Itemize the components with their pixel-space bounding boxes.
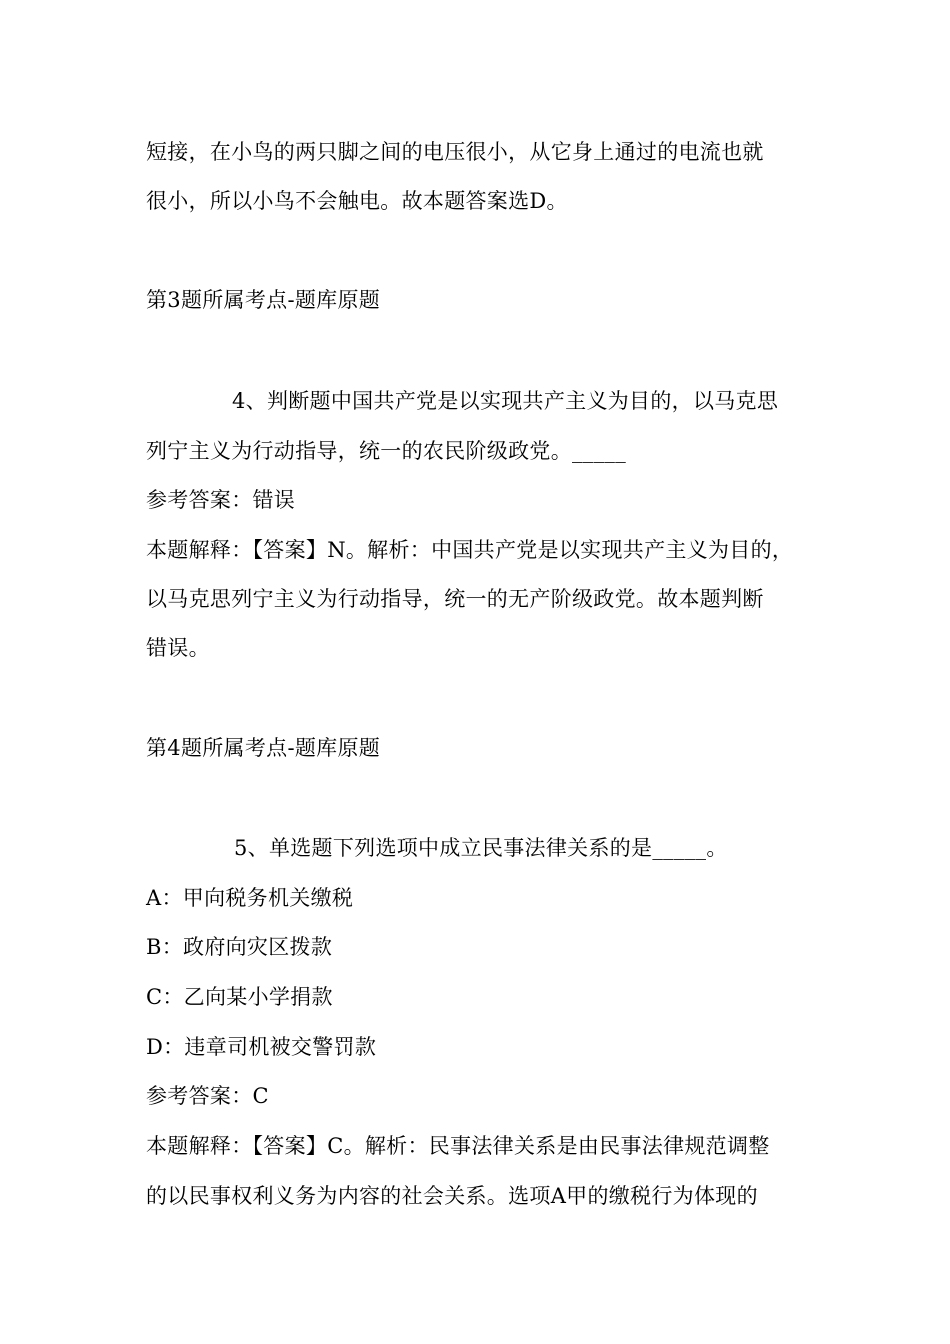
q3-topic-label: 第3题所属考点-题库原题: [146, 288, 381, 312]
q4-explanation-line-3: 错误。: [146, 636, 210, 660]
q4-question-line-1: 4、判断题中国共产党是以实现共产主义为目的，以马克思: [232, 389, 779, 413]
q5-option-b: B：政府向灾区拨款: [146, 935, 333, 959]
q5-question: 5、单选题下列选项中成立民事法律关系的是_____。: [234, 836, 728, 860]
q5-option-d: D：违章司机被交警罚款: [146, 1035, 377, 1059]
q4-topic-label: 第4题所属考点-题库原题: [146, 736, 381, 760]
q4-reference-answer: 参考答案：错误: [146, 488, 296, 512]
q5-option-c: C：乙向某小学捐款: [146, 985, 333, 1009]
q4-question-line-2: 列宁主义为行动指导，统一的农民阶级政党。_____: [146, 439, 626, 463]
q4-explanation-line-2: 以马克思列宁主义为行动指导，统一的无产阶级政党。故本题判断: [146, 587, 764, 611]
q3-explanation-line-2: 很小，所以小鸟不会触电。故本题答案选D。: [146, 189, 568, 213]
q5-reference-answer: 参考答案：C: [146, 1084, 269, 1108]
q3-explanation-line-1: 短接，在小鸟的两只脚之间的电压很小，从它身上通过的电流也就: [146, 140, 764, 164]
q5-explanation-line-2: 的以民事权利义务为内容的社会关系。选项A甲的缴税行为体现的: [146, 1184, 758, 1208]
q5-option-a: A：甲向税务机关缴税: [146, 886, 354, 910]
q5-explanation-line-1: 本题解释：【答案】C。解析：民事法律关系是由民事法律规范调整: [146, 1134, 770, 1158]
q4-explanation-line-1: 本题解释：【答案】N。解析：中国共产党是以实现共产主义为目的，: [146, 538, 794, 562]
